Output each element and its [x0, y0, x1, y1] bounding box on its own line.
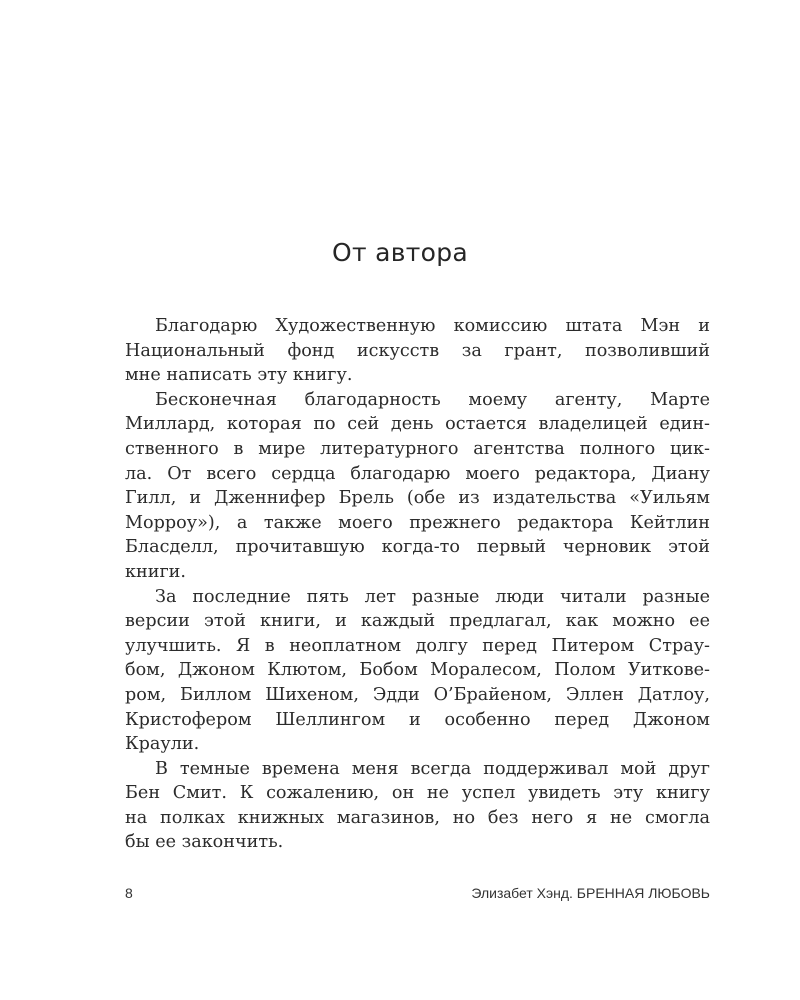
paragraph	[125, 388, 710, 585]
text-line: мне написать эту книгу.	[125, 365, 353, 386]
text-line: ла. От всего сердца благодарю моего редактора, Диану	[125, 463, 710, 484]
text-line: Морроу»), а также моего прежнего редактора Кейтлин	[125, 512, 710, 533]
page-number: 8	[125, 885, 133, 901]
body-text	[125, 314, 710, 855]
text-line: Миллард, которая по сей день остается владелицей един-	[125, 414, 710, 435]
text-line: За последние пять лет разные люди читали разные	[155, 586, 710, 607]
paragraph	[125, 585, 710, 757]
text-line: Бен Смит. К сожалению, он не успел увидеть эту книгу	[125, 783, 710, 804]
running-head: Элизабет Хэнд. БРЕННАЯ ЛЮБОВЬ	[471, 885, 710, 901]
text-line: Бесконечная благодарность моему агенту, Марте	[155, 389, 710, 410]
text-line: на полках книжных магазинов, но без него я не смогла	[125, 807, 710, 828]
text-line: Бласделл, прочитавшую когда-то первый черновик этой	[125, 537, 710, 558]
text-line: версии этой книги, и каждый предлагал, как можно ее	[125, 611, 710, 632]
text-line: Гилл, и Дженнифер Брель (обе из издательства «Уильям	[125, 488, 710, 509]
text-line: ственного в мире литературного агентства полного цик-	[125, 438, 710, 459]
text-line: Кристофером Шеллингом и особенно перед Джоном	[125, 709, 710, 730]
text-line: книги.	[125, 561, 186, 582]
page-title: От автора	[332, 238, 468, 267]
text-line: В темные времена меня всегда поддерживал мой друг	[155, 758, 710, 779]
text-line: Национальный фонд искусств за грант, позволивший	[125, 340, 710, 361]
paragraph	[125, 757, 710, 855]
text-line: Благодарю Художественную комиссию штата Мэн и	[155, 316, 710, 336]
text-line: улучшить. Я в неоплатном долгу перед Питером Страу-	[125, 635, 710, 656]
paragraph	[125, 314, 710, 388]
text-line: Краули.	[125, 734, 200, 755]
text-line: ром, Биллом Шихеном, Эдди О’Брайеном, Эллен Датлоу,	[125, 684, 710, 705]
text-line: бы ее закончить.	[125, 832, 284, 853]
text-line: бом, Джоном Клютом, Бобом Моралесом, Полом Уиткове-	[125, 660, 710, 681]
